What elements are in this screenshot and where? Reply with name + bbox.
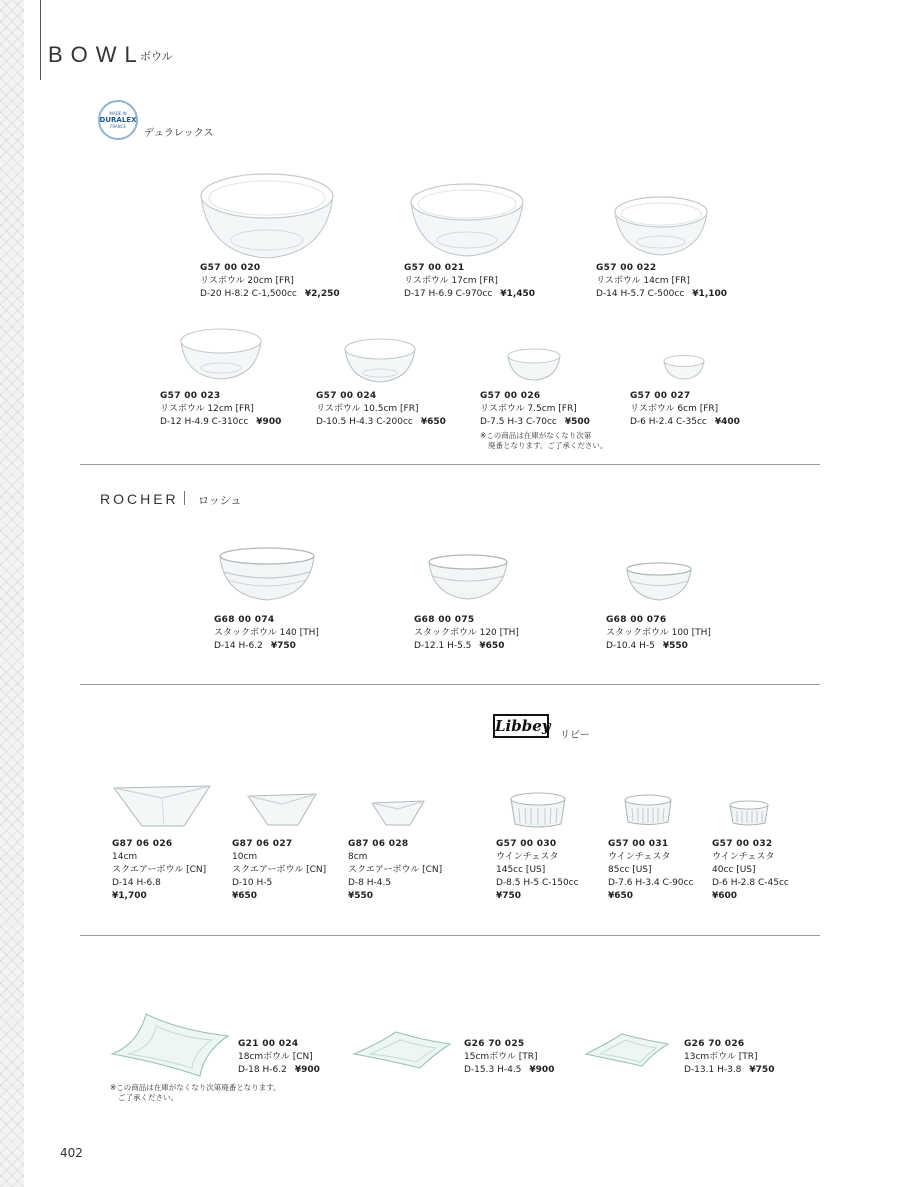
bowl-image-g5700020 <box>198 170 336 262</box>
product-g8706027: G87 06 027 10cm スクエアーボウル [CN] D-10 H-5 ¥650 <box>232 839 327 901</box>
product-g5700020: G57 00 020 リスボウル 20cm [FR] D-20 H-8.2 C-1,500cc ¥2,250 <box>200 263 340 299</box>
rocher-separator <box>184 491 185 505</box>
stack-bowl-image-g6800075 <box>426 552 510 602</box>
plate-bowl-image-g2670025 <box>352 1030 452 1070</box>
square-bowl-image-g8706028 <box>370 798 426 828</box>
plate-bowl-image-g2100024 <box>108 1010 232 1080</box>
product-g5700026: G57 00 026 リスボウル 7.5cm [FR] D-7.5 H-3 C-70cc ¥500 <box>480 391 590 427</box>
bowl-image-g5700021 <box>408 180 526 260</box>
page-number: 402 <box>60 1146 83 1160</box>
winchester-bowl-image-g5700031 <box>622 792 674 828</box>
product-g8706026: G87 06 026 14cm スクエアーボウル [CN] D-14 H-6.8 ¥1,700 <box>112 839 207 901</box>
bowl-image-g5700023 <box>178 326 264 382</box>
product-g5700021: G57 00 021 リスボウル 17cm [FR] D-17 H-6.9 C-970cc ¥1,450 <box>404 263 536 299</box>
libbey-logo: Libbey <box>493 714 549 738</box>
rocher-title: ROCHER <box>100 491 179 507</box>
bowl-image-g5700027 <box>662 353 706 381</box>
plate-bowl-image-g2670026 <box>584 1032 670 1068</box>
product-g5700027: G57 00 027 リスボウル 6cm [FR] D-6 H-2.4 C-35cc ¥400 <box>630 391 740 427</box>
product-g6800075: G68 00 075 スタックボウル 120 [TH] D-12.1 H-5.5 ¥650 <box>414 615 519 651</box>
section-divider <box>80 935 820 936</box>
square-bowl-image-g8706027 <box>246 790 318 828</box>
discontinued-note: ※この商品は在庫がなくなり次第 廃番となります。ご了承ください。 <box>480 431 608 450</box>
product-g2670026: G26 70 026 13cmボウル [TR] D-13.1 H-3.8 ¥750 <box>684 1039 775 1075</box>
page-title: BOWL <box>48 42 145 67</box>
duralex-label: デュラレックス <box>144 128 214 139</box>
product-g6800074: G68 00 074 スタックボウル 140 [TH] D-14 H-6.2 ¥750 <box>214 615 319 651</box>
header-divider <box>40 0 41 80</box>
decorative-pattern-strip <box>0 0 24 1187</box>
product-g5700030: G57 00 030 ウインチェスタ 145cc [US] D-8.5 H-5 C-150cc ¥750 <box>496 839 579 901</box>
product-g5700032: G57 00 032 ウインチェスタ 40cc [US] D-6 H-2.8 C-45cc ¥600 <box>712 839 789 901</box>
section-divider <box>80 464 820 465</box>
section-divider <box>80 684 820 685</box>
square-bowl-image-g8706026 <box>112 780 212 830</box>
stack-bowl-image-g6800076 <box>624 560 694 602</box>
rocher-label: ロッシュ <box>198 494 242 507</box>
bottom-discontinued-note: ※この商品は在庫がなくなり次第廃番となります。 ご了承ください。 <box>110 1083 281 1102</box>
duralex-logo: MADE IN DURALEX FRANCE <box>98 100 138 140</box>
bowl-image-g5700022 <box>612 194 710 258</box>
product-g5700023: G57 00 023 リスボウル 12cm [FR] D-12 H-4.9 C-310cc ¥900 <box>160 391 282 427</box>
libbey-label: リビー <box>560 730 590 741</box>
bowl-image-g5700026 <box>506 346 562 382</box>
winchester-bowl-image-g5700030 <box>508 790 568 830</box>
product-g5700022: G57 00 022 リスボウル 14cm [FR] D-14 H-5.7 C-500cc ¥1,100 <box>596 263 728 299</box>
page-subtitle: ボウル <box>140 50 173 63</box>
product-g6800076: G68 00 076 スタックボウル 100 [TH] D-10.4 H-5 ¥550 <box>606 615 711 651</box>
product-g2670025: G26 70 025 15cmボウル [TR] D-15.3 H-4.5 ¥900 <box>464 1039 555 1075</box>
product-g5700024: G57 00 024 リスボウル 10.5cm [FR] D-10.5 H-4.3 C-200cc ¥650 <box>316 391 446 427</box>
product-g8706028: G87 06 028 8cm スクエアーボウル [CN] D-8 H-4.5 ¥550 <box>348 839 443 901</box>
winchester-bowl-image-g5700032 <box>728 798 770 828</box>
stack-bowl-image-g6800074 <box>216 544 318 604</box>
product-g2100024: G21 00 024 18cmボウル [CN] D-18 H-6.2 ¥900 <box>238 1039 320 1075</box>
product-g5700031: G57 00 031 ウインチェスタ 85cc [US] D-7.6 H-3.4 C-90cc ¥650 <box>608 839 694 901</box>
bowl-image-g5700024 <box>342 336 418 384</box>
